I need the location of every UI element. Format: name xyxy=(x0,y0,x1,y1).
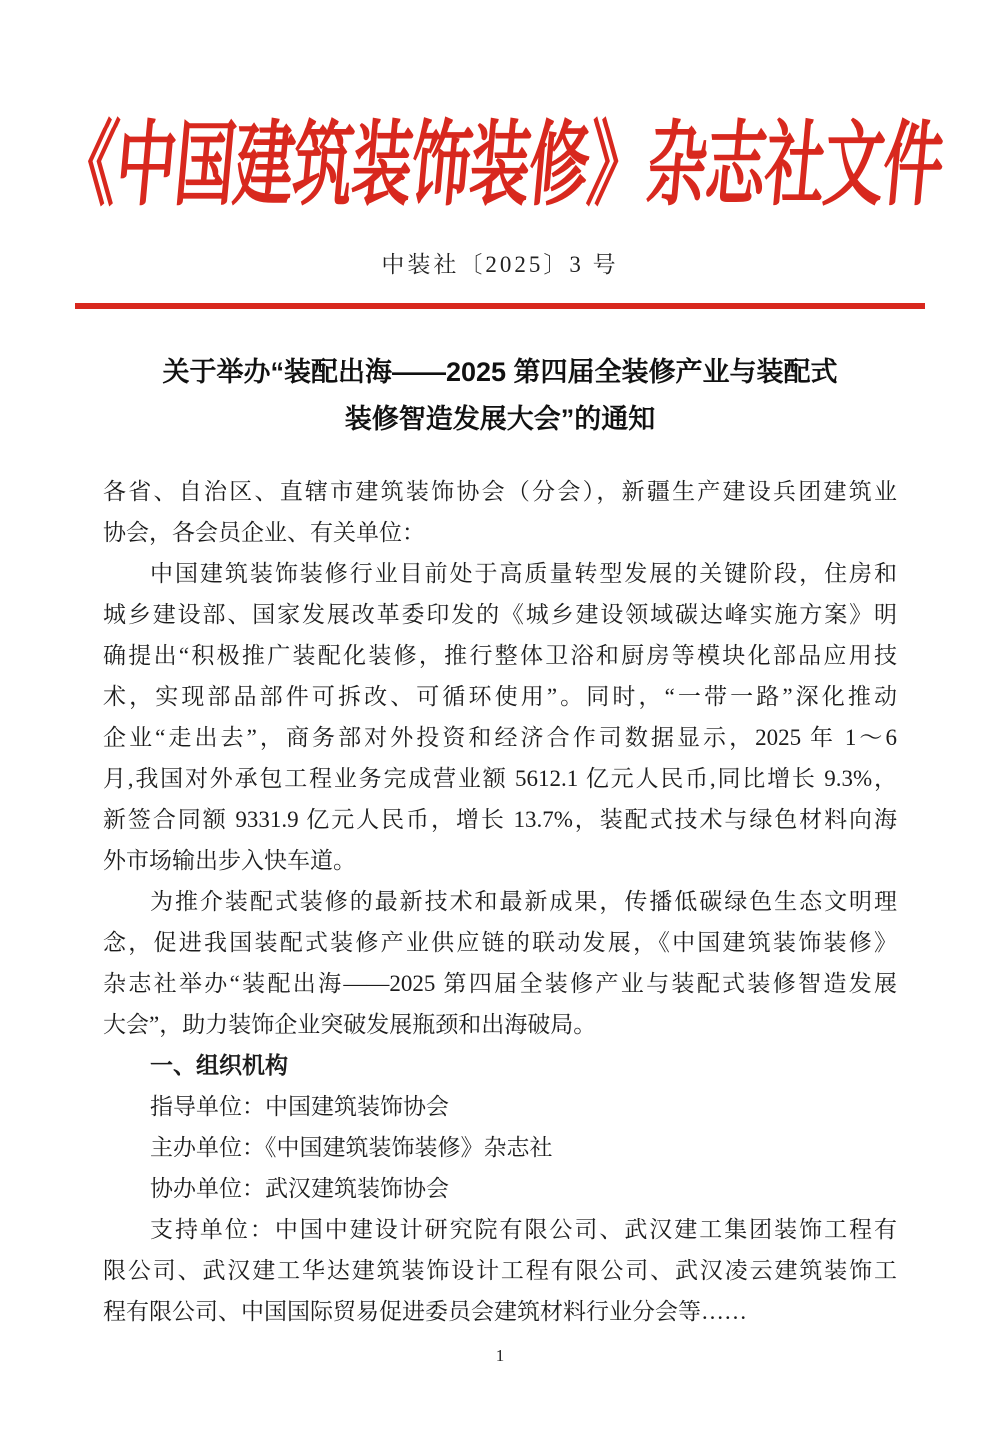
body-lines xyxy=(103,471,897,1332)
body-line: 指导单位：中国建筑装饰协会 xyxy=(150,1094,449,1119)
body-line: 程有限公司、中国国际贸易促进委员会建筑材料行业分会等…… xyxy=(103,1299,747,1324)
body-line: 企业“走出去”，商务部对外投资和经济合作司数据显示，2025 年 1～6 xyxy=(103,725,897,750)
body-line: 主办单位：《中国建筑装饰装修》杂志社 xyxy=(150,1135,553,1160)
body-line: 支持单位：中国中建设计研究院有限公司、武汉建工集团装饰工程有 xyxy=(150,1217,897,1242)
letterhead xyxy=(0,96,1000,220)
notice-title xyxy=(0,349,1000,443)
body-line: 大会”，助力装饰企业突破发展瓶颈和出海破局。 xyxy=(103,1012,597,1037)
body-line: 协办单位：武汉建筑装饰协会 xyxy=(150,1176,449,1201)
red-divider xyxy=(75,303,925,309)
body-line: 杂志社举办“装配出海——2025 第四届全装修产业与装配式装修智造发展 xyxy=(103,971,897,996)
page-number: 1 xyxy=(495,1346,505,1365)
body-line: 确提出“积极推广装配化装修，推行整体卫浴和厨房等模块化部品应用技 xyxy=(103,643,897,668)
notice-title-line-2: 装修智造发展大会”的通知 xyxy=(344,404,656,434)
body-line: 限公司、武汉建工华达建筑装饰设计工程有限公司、武汉凌云建筑装饰工 xyxy=(103,1258,897,1283)
notice-title-line-1: 关于举办“装配出海——2025 第四届全装修产业与装配式 xyxy=(162,357,838,387)
body-line: 协会，各会员企业、有关单位： xyxy=(103,520,425,545)
body-line: 中国建筑装饰装修行业目前处于高质量转型发展的关键阶段，住房和 xyxy=(150,561,897,586)
letterhead-title: 《中国建筑装饰装修》杂志社文件 xyxy=(52,114,947,217)
body-line: 新签合同额 9331.9 亿元人民币，增长 13.7%，装配式技术与绿色材料向海 xyxy=(103,807,897,832)
body-line: 月,我国对外承包工程业务完成营业额 5612.1 亿元人民币,同比增长 9.3%， xyxy=(103,766,897,791)
body-line: 为推介装配式装修的最新技术和最新成果，传播低碳绿色生态文明理 xyxy=(150,889,897,914)
section-heading: 一、组织机构 xyxy=(150,1052,288,1078)
body-line: 外市场输出步入快车道。 xyxy=(103,848,356,873)
body-line: 各省、自治区、直辖市建筑装饰协会（分会），新疆生产建设兵团建筑业 xyxy=(103,479,897,504)
body-line: 术，实现部品部件可拆改、可循环使用”。同时，“一带一路”深化推动 xyxy=(103,684,897,709)
body-line: 念，促进我国装配式装修产业供应链的联动发展，《中国建筑装饰装修》 xyxy=(103,930,897,955)
doc-number: 中装社〔2025〕3 号 xyxy=(381,252,619,277)
body-line: 城乡建设部、国家发展改革委印发的《城乡建设领域碳达峰实施方案》明 xyxy=(103,602,897,627)
